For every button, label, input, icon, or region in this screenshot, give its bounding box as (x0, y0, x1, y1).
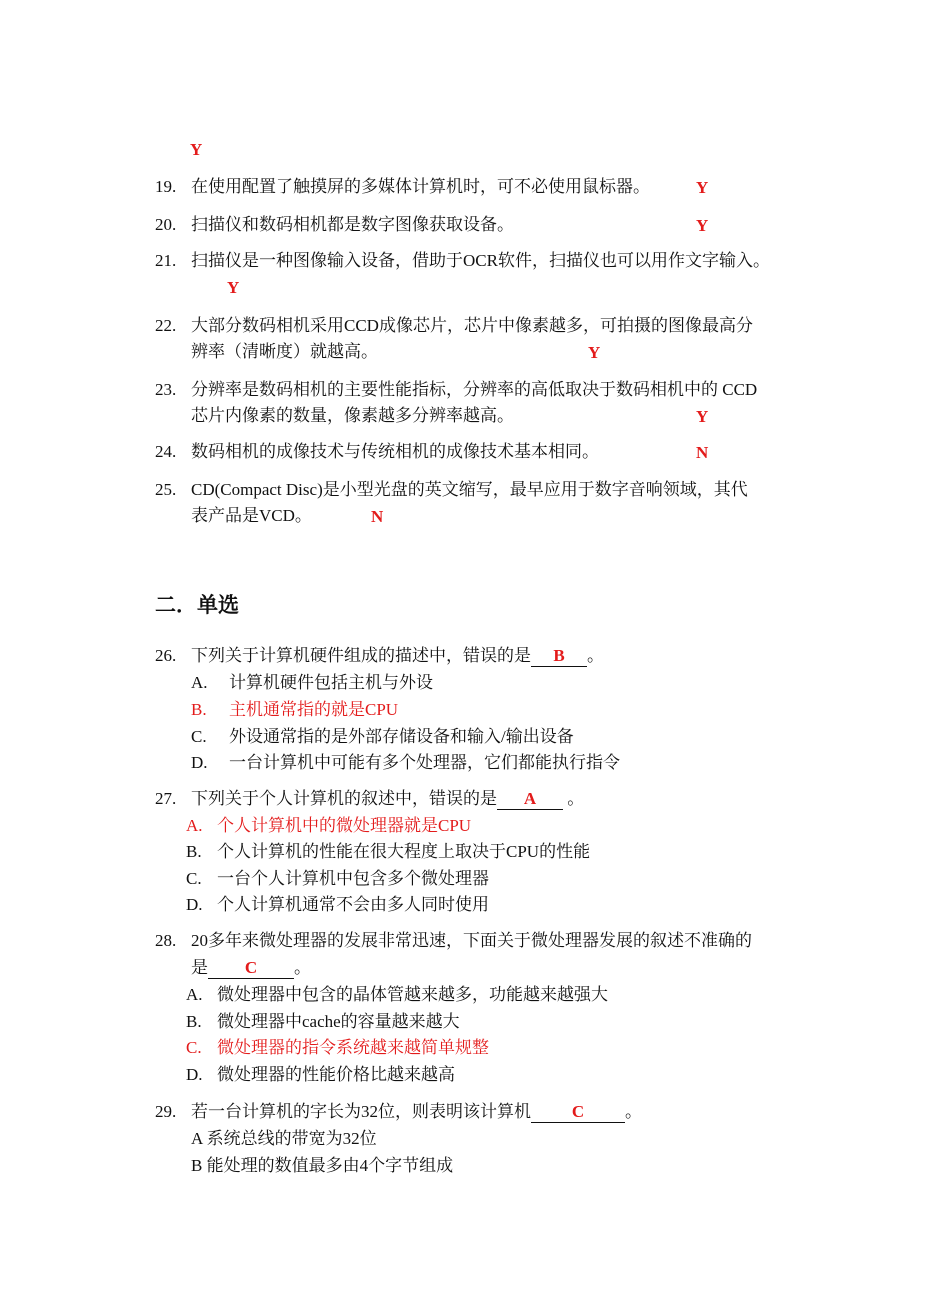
option-text: B 能处理的数值最多由4个字节组成 (191, 1156, 454, 1175)
answer-mark: B (553, 646, 565, 665)
question-number: 20. (155, 215, 177, 234)
question-text: 在使用配置了触摸屏的多媒体计算机时，可不必使用鼠标器。 (191, 177, 650, 196)
answer-mark: N (696, 443, 709, 462)
question-stem (191, 788, 584, 810)
stem-text: 是 (191, 958, 208, 977)
option-letter: D. (186, 1065, 203, 1084)
option-text: 一台计算机中可能有多个处理器，它们都能执行指令 (229, 753, 620, 772)
answer-mark: Y (696, 216, 709, 235)
option-letter: A. (186, 816, 203, 835)
option-text: 个人计算机的性能在很大程度上取决于CPU的性能 (217, 842, 591, 861)
question-text: 数码相机的成像技术与传统相机的成像技术基本相同。 (191, 442, 599, 461)
answer-mark: Y (696, 407, 709, 426)
stem-text: 。 (563, 789, 585, 808)
stem-text: 下列关于计算机硬件组成的描述中，错误的是 (191, 646, 531, 665)
option-text: 个人计算机通常不会由多人同时使用 (217, 895, 489, 914)
answer-mark: C (244, 958, 258, 977)
answer-blank (531, 1102, 625, 1123)
option-letter: C. (191, 727, 207, 746)
answer-blank (497, 789, 563, 810)
stem-text: 。 (294, 958, 311, 977)
option-letter: A. (186, 985, 203, 1004)
question-number: 25. (155, 480, 177, 499)
answer-blank (531, 646, 587, 667)
answer-mark: C (571, 1102, 585, 1121)
option-text: 一台个人计算机中包含多个微处理器 (217, 869, 489, 888)
option-letter: D. (191, 753, 208, 772)
stem-text: 下列关于个人计算机的叙述中，错误的是 (191, 789, 497, 808)
question-stem (191, 957, 311, 979)
question-text: 扫描仪和数码相机都是数字图像获取设备。 (191, 215, 514, 234)
stem-text: 若一台计算机的字长为32位，则表明该计算机 (191, 1102, 531, 1121)
question-number: 28. (155, 931, 177, 950)
question-stem (191, 645, 604, 667)
question-number: 22. (155, 316, 177, 335)
question-text: 芯片内像素的数量，像素越多分辨率越高。 (191, 406, 514, 425)
section-heading: 二．单选 (155, 593, 239, 617)
question-text: 扫描仪是一种图像输入设备，借助于OCR软件，扫描仪也可以用作文字输入。 (191, 251, 770, 270)
option-text: 微处理器中cache的容量越来越大 (217, 1012, 460, 1031)
option-text: A 系统总线的带宽为32位 (191, 1129, 377, 1148)
option-letter: B. (186, 1012, 202, 1031)
answer-mark: Y (227, 278, 240, 297)
option-text: 个人计算机中的微处理器就是CPU (217, 816, 472, 835)
option-letter: C. (186, 1038, 202, 1057)
option-text: 微处理器中包含的晶体管越来越多，功能越来越强大 (217, 985, 608, 1004)
option-letter: B. (191, 700, 207, 719)
question-text: 大部分数码相机采用CCD成像芯片，芯片中像素越多，可拍摄的图像最高分 (191, 316, 753, 335)
option-text: 外设通常指的是外部存储设备和输入/输出设备 (229, 727, 574, 746)
answer-mark: Y (696, 178, 709, 197)
question-text: 分辨率是数码相机的主要性能指标，分辨率的高低取决于数码相机中的 CCD (191, 380, 758, 399)
option-letter: A. (191, 673, 208, 692)
option-text: 微处理器的指令系统越来越简单规整 (217, 1038, 489, 1057)
answer-mark: N (371, 507, 384, 526)
question-number: 27. (155, 789, 177, 808)
question-number: 24. (155, 442, 177, 461)
option-text: 微处理器的性能价格比越来越高 (217, 1065, 455, 1084)
option-text: 计算机硬件包括主机与外设 (229, 673, 433, 692)
answer-mark: Y (190, 140, 203, 159)
question-number: 21. (155, 251, 177, 270)
question-text: 20多年来微处理器的发展非常迅速，下面关于微处理器发展的叙述不准确的 (191, 931, 752, 950)
question-number: 19. (155, 177, 177, 196)
question-number: 26. (155, 646, 177, 665)
option-text: 主机通常指的就是CPU (229, 700, 399, 719)
question-number: 29. (155, 1102, 177, 1121)
stem-text: 。 (625, 1102, 642, 1121)
option-letter: D. (186, 895, 203, 914)
question-number: 23. (155, 380, 177, 399)
question-text: 表产品是VCD。 (191, 506, 312, 525)
question-stem (191, 1101, 642, 1123)
answer-mark: A (523, 789, 537, 808)
option-letter: C. (186, 869, 202, 888)
stem-text: 。 (587, 646, 604, 665)
question-text: 辨率（清晰度）就越高。 (191, 342, 378, 361)
question-text: CD(Compact Disc)是小型光盘的英文缩写，最早应用于数字音响领域，其代 (191, 480, 748, 499)
option-letter: B. (186, 842, 202, 861)
answer-blank (208, 958, 294, 979)
answer-mark: Y (588, 343, 601, 362)
